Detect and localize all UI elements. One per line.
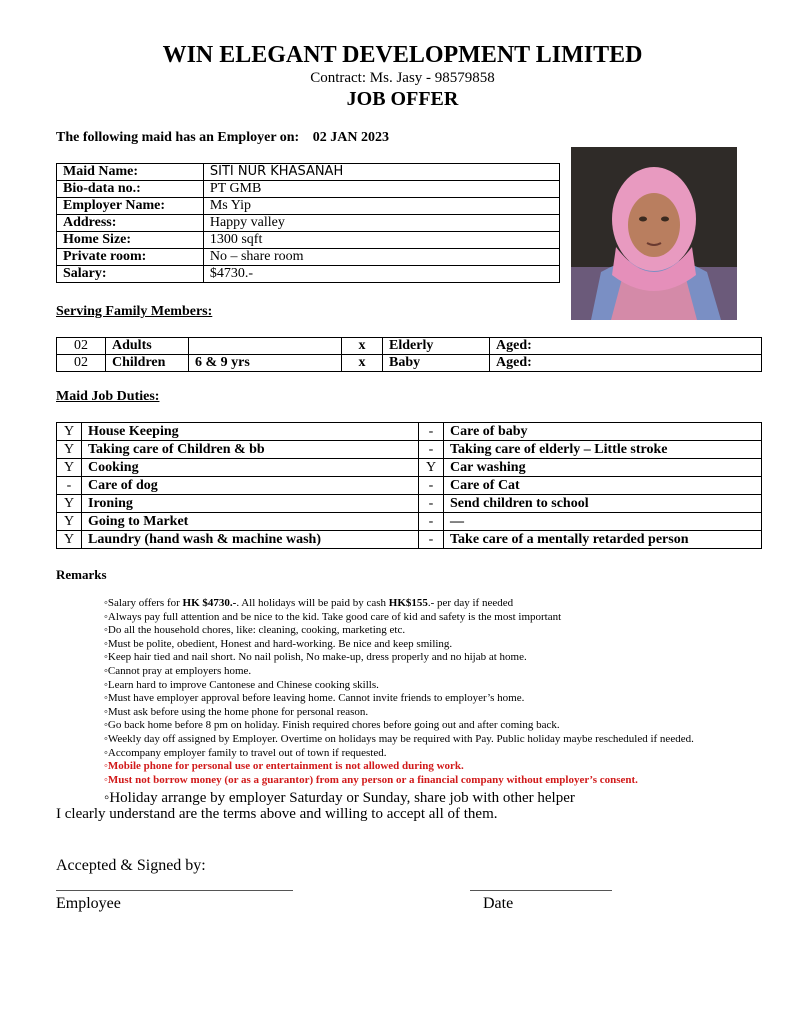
duty-flag: Y [57,423,82,441]
family-mark: x [342,355,383,372]
info-value-address: Happy valley [203,215,559,232]
employee-label: Employee [56,895,121,912]
employer-date-label: The following maid has an Employer on: [56,130,300,145]
remark-item: ◦Always pay full attention and be nice to the kid. Take good care of kid and safety is the most important [104,610,562,623]
job-duties-table [56,422,762,549]
duty-right: Send children to school [444,495,762,513]
duty-flag: - [419,477,444,495]
remark-item: ◦Weekly day off assigned by Employer. Overtime on holidays may be required with Pay. Public holiday maybe rescheduled if needed. [104,732,694,745]
duties-section-title: Maid Job Duties: [56,389,160,404]
family-mark: x [342,338,383,355]
employee-signature-line[interactable] [56,890,293,891]
info-value-private-room: No – share room [203,249,559,266]
info-label: Maid Name: [57,164,204,181]
duty-left: Care of dog [82,477,419,495]
date-signature-line[interactable] [470,890,612,891]
duty-flag: - [57,477,82,495]
duty-flag: Y [419,459,444,477]
family-other: Baby [383,355,490,372]
info-row-home-size [57,232,560,249]
employer-date-value: 02 JAN 2023 [312,130,389,145]
info-value-salary: $4730.- [203,266,559,283]
family-detail: 6 & 9 yrs [189,355,342,372]
family-row-adults [57,338,762,355]
info-value-home-size: 1300 sqft [203,232,559,249]
duty-row [57,477,762,495]
duty-flag: Y [57,495,82,513]
duty-left: Laundry (hand wash & machine wash) [82,531,419,549]
duty-row [57,495,762,513]
remark-warning: ◦Mobile phone for personal use or entertainment is not allowed during work. [104,760,464,773]
remark-item: ◦Keep hair tied and nail short. No nail polish, No make-up, dress properly and no hijab at home. [104,651,527,664]
remark-item: ◦Learn hard to improve Cantonese and Chinese cooking skills. [104,678,379,691]
remark-salary-amount: HK $4730.- [182,597,237,609]
info-label: Employer Name: [57,198,204,215]
info-row-biodata [57,181,560,198]
duty-right: Car washing [444,459,762,477]
remark-item: ◦Must be polite, obedient, Honest and hard-working. Be nice and keep smiling. [104,637,453,650]
duty-right: Take care of a mentally retarded person [444,531,762,549]
duty-left: Taking care of Children & bb [82,441,419,459]
info-row-salary [57,266,560,283]
info-value-employer: Ms Yip [203,198,559,215]
duty-row [57,531,762,549]
remark-text: ◦Salary offers for [104,597,183,609]
family-section-title: Serving Family Members: [56,304,213,319]
remark-item: ◦Cannot pray at employers home. [104,664,252,677]
remarks-list [104,597,784,807]
duty-right: Care of baby [444,423,762,441]
family-aged: Aged: [490,355,762,372]
maid-info-table [56,163,560,283]
family-members-table [56,337,762,372]
family-aged: Aged: [490,338,762,355]
info-label: Private room: [57,249,204,266]
duty-row [57,423,762,441]
portrait-illustration [571,147,737,320]
duty-left: House Keeping [82,423,419,441]
accepted-signed-label: Accepted & Signed by: [56,857,206,874]
family-count: 02 [57,338,106,355]
duty-flag: Y [57,441,82,459]
duty-right: — [444,513,762,531]
remark-item: ◦Go back home before 8 pm on holiday. Finish required chores before going out and after coming back. [104,719,560,732]
info-value-biodata: PT GMB [203,181,559,198]
info-label: Salary: [57,266,204,283]
info-label: Bio-data no.: [57,181,204,198]
duty-left: Cooking [82,459,419,477]
agreement-statement: I clearly understand are the terms above and willing to accept all of them. [56,806,498,822]
remark-item: ◦Must ask before using the home phone for personal reason. [104,705,369,718]
duty-right: Care of Cat [444,477,762,495]
remark-text: . All holidays will be paid by cash [236,597,389,609]
family-count: 02 [57,355,106,372]
duty-left: Going to Market [82,513,419,531]
duty-flag: Y [57,459,82,477]
duty-flag: Y [57,513,82,531]
info-row-address [57,215,560,232]
duty-flag: Y [57,531,82,549]
duty-right: Taking care of elderly – Little stroke [444,441,762,459]
remark-text: .- per day if needed [427,597,514,609]
document-title: JOB OFFER [346,88,459,110]
duty-row [57,441,762,459]
family-other: Elderly [383,338,490,355]
remarks-title: Remarks [56,567,107,582]
employer-date-line [56,130,389,146]
family-detail [189,338,342,355]
duty-flag: - [419,531,444,549]
duty-flag: - [419,423,444,441]
maid-photo [571,147,737,320]
duty-flag: - [419,441,444,459]
duty-left: Ironing [82,495,419,513]
remark-holiday: ◦Holiday arrange by employer Saturday or Sunday, share job with other helper [104,790,575,807]
remark-salary [104,597,784,611]
duty-row [57,459,762,477]
duty-flag: - [419,513,444,531]
info-value-maid-name: SITI NUR KHASANAH [203,164,559,181]
remark-item: ◦Must have employer approval before leaving home. Cannot invite friends to employer’s home. [104,692,525,705]
info-row-maid-name [57,164,560,181]
company-name: WIN ELEGANT DEVELOPMENT LIMITED [162,42,643,68]
info-label: Address: [57,215,204,232]
date-label: Date [483,895,514,912]
duty-row [57,513,762,531]
family-group: Children [106,355,189,372]
family-row-children [57,355,762,372]
remark-item: ◦Do all the household chores, like: cleaning, cooking, marketing etc. [104,624,406,637]
remark-warning: ◦Must not borrow money (or as a guarantor) from any person or a financial company without employer’s consent. [104,773,638,786]
duty-flag: - [419,495,444,513]
info-row-employer [57,198,560,215]
remark-item: ◦Accompany employer family to travel out of town if requested. [104,746,387,759]
family-group: Adults [106,338,189,355]
info-label: Home Size: [57,232,204,249]
info-row-private-room [57,249,560,266]
contact-line: Contract: Ms. Jasy - 98579858 [310,70,495,86]
remark-holiday-amount: HK$155 [388,597,428,609]
